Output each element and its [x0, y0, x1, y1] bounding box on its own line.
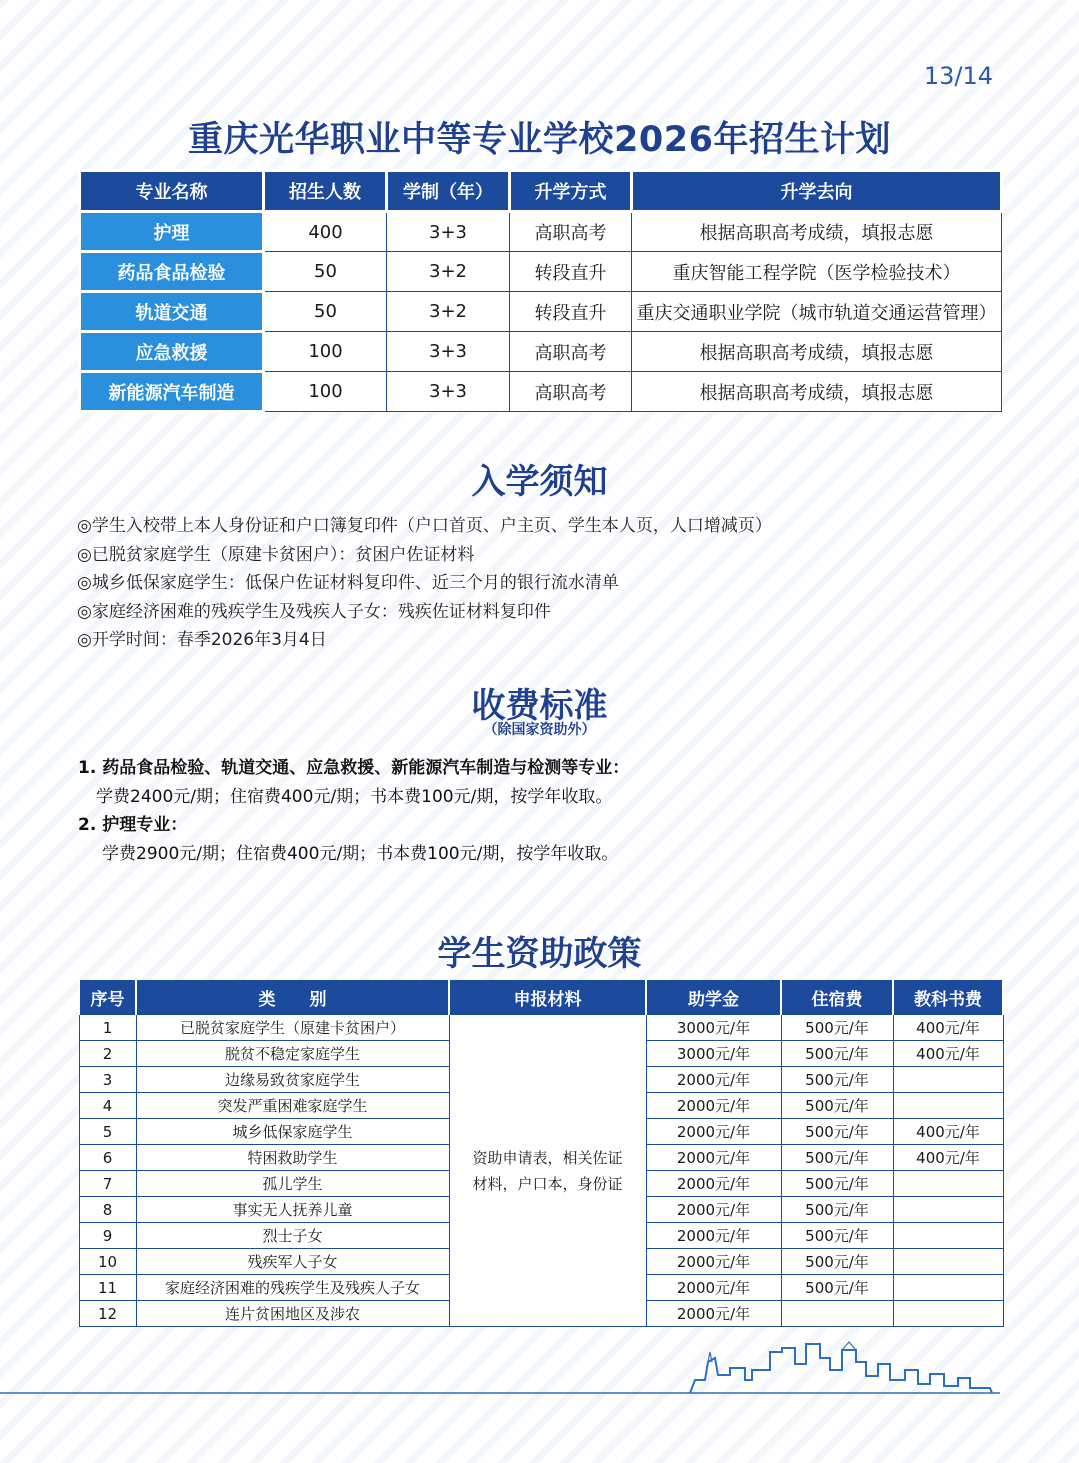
grant-cell: 2000元/年	[646, 1067, 781, 1093]
lodging-cell: 500元/年	[781, 1197, 893, 1223]
table-row	[80, 332, 1002, 372]
table-cell: 3+2	[387, 252, 510, 292]
table-cell: 转段直升	[510, 252, 632, 292]
table-row	[80, 372, 1002, 412]
category-cell: 突发严重困难家庭学生	[136, 1093, 449, 1119]
header-cell: 学制（年）	[387, 171, 510, 212]
row-index: 10	[79, 1249, 136, 1275]
lodging-cell: 500元/年	[781, 1067, 893, 1093]
page-title: 重庆光华职业中等专业学校2026年招生计划	[188, 120, 891, 160]
table-cell: 转段直升	[510, 292, 632, 332]
table-cell: 3+3	[387, 212, 510, 252]
table-cell: 50	[264, 252, 387, 292]
lodging-cell: 500元/年	[781, 1275, 893, 1301]
lodging-cell: 500元/年	[781, 1093, 893, 1119]
row-index: 2	[79, 1041, 136, 1067]
category-cell: 特困救助学生	[136, 1145, 449, 1171]
header-cell: 招生人数	[264, 171, 387, 212]
category-cell: 孤儿学生	[136, 1171, 449, 1197]
textbook-cell: 400元/年	[893, 1015, 1003, 1041]
fees-subheading: （除国家资助外）	[483, 722, 596, 738]
textbook-cell	[893, 1249, 1003, 1275]
table-cell: 3+3	[387, 372, 510, 412]
lodging-cell: 500元/年	[781, 1015, 893, 1041]
materials-line: 资助申请表，相关佐证	[472, 1148, 623, 1167]
table-cell: 重庆交通职业学院（城市轨道交通运营管理）	[632, 292, 1002, 332]
row-index: 1	[79, 1015, 136, 1041]
lodging-cell: 500元/年	[781, 1249, 893, 1275]
notice-heading: 入学须知	[471, 462, 608, 502]
aid-heading: 学生资助政策	[437, 934, 642, 974]
textbook-cell: 400元/年	[893, 1041, 1003, 1067]
textbook-cell	[893, 1301, 1003, 1327]
lodging-cell: 500元/年	[781, 1145, 893, 1171]
lodging-cell: 500元/年	[781, 1171, 893, 1197]
list-item: ◎城乡低保家庭学生：低保户佐证材料复印件、近三个月的银行流水清单	[77, 573, 619, 593]
fees-list	[78, 754, 629, 868]
table-cell: 高职高考	[510, 372, 632, 412]
major-name: 轨道交通	[80, 292, 264, 332]
textbook-cell	[893, 1093, 1003, 1119]
major-name: 药品食品检验	[80, 252, 264, 292]
header-cell: 升学方式	[510, 171, 632, 212]
category-cell: 事实无人抚养儿童	[136, 1197, 449, 1223]
grant-cell: 2000元/年	[646, 1275, 781, 1301]
major-name: 应急救援	[80, 332, 264, 372]
major-name: 新能源汽车制造	[80, 372, 264, 412]
fees-heading: 收费标准	[471, 686, 608, 726]
lodging-cell: 500元/年	[781, 1041, 893, 1067]
grant-cell: 2000元/年	[646, 1197, 781, 1223]
category-cell: 已脱贫家庭学生（原建卡贫困户）	[136, 1015, 449, 1041]
row-index: 4	[79, 1093, 136, 1119]
category-cell: 烈士子女	[136, 1223, 449, 1249]
category-cell: 家庭经济困难的残疾学生及残疾人子女	[136, 1275, 449, 1301]
fee-item-title: 1. 药品食品检验、轨道交通、应急救援、新能源汽车制造与检测等专业：	[78, 758, 630, 778]
category-cell: 边缘易致贫家庭学生	[136, 1067, 449, 1093]
page-number: 13/14	[923, 62, 993, 90]
header-cell: 类 别	[136, 980, 449, 1015]
row-index: 7	[79, 1171, 136, 1197]
row-index: 6	[79, 1145, 136, 1171]
header-cell: 住宿费	[781, 980, 893, 1015]
fee-item-title: 2. 护理专业：	[78, 815, 188, 835]
table-header-row	[79, 980, 1003, 1015]
grant-cell: 2000元/年	[646, 1249, 781, 1275]
table-row	[80, 212, 1002, 252]
row-index: 5	[79, 1119, 136, 1145]
textbook-cell: 400元/年	[893, 1145, 1003, 1171]
grant-cell: 2000元/年	[646, 1119, 781, 1145]
grant-cell: 2000元/年	[646, 1093, 781, 1119]
header-cell: 申报材料	[449, 980, 646, 1015]
table-row	[80, 252, 1002, 292]
grant-cell: 2000元/年	[646, 1145, 781, 1171]
table-cell: 根据高职高考成绩，填报志愿	[632, 332, 1002, 372]
grant-cell: 3000元/年	[646, 1015, 781, 1041]
textbook-cell: 400元/年	[893, 1119, 1003, 1145]
fee-item-text: 学费2400元/期；住宿费400元/期；书本费100元/期，按学年收取。	[96, 786, 613, 807]
table-cell: 50	[264, 292, 387, 332]
notice-list	[77, 512, 772, 655]
list-item: ◎家庭经济困难的残疾学生及残疾人子女：残疾佐证材料复印件	[77, 601, 551, 622]
table-cell: 根据高职高考成绩，填报志愿	[632, 372, 1002, 412]
textbook-cell	[893, 1223, 1003, 1249]
row-index: 8	[79, 1197, 136, 1223]
row-index: 12	[79, 1301, 136, 1327]
category-cell: 连片贫困地区及涉农	[136, 1301, 449, 1327]
list-item: ◎开学时间：春季2026年3月4日	[77, 630, 327, 650]
header-cell: 序号	[79, 980, 136, 1015]
table-row	[79, 1015, 1003, 1041]
category-cell: 城乡低保家庭学生	[136, 1119, 449, 1145]
grant-cell: 3000元/年	[646, 1041, 781, 1067]
table-cell: 400	[264, 212, 387, 252]
lodging-cell	[781, 1301, 893, 1327]
table-cell: 高职高考	[510, 212, 632, 252]
grant-cell: 2000元/年	[646, 1223, 781, 1249]
list-item: ◎学生入校带上本人身份证和户口簿复印件（户口首页、户主页、学生本人页，人口增减页）	[77, 516, 772, 536]
enrollment-plan-table	[78, 169, 1003, 413]
grant-cell: 2000元/年	[646, 1301, 781, 1327]
materials-line: 材料，户口本，身份证	[472, 1174, 623, 1193]
textbook-cell	[893, 1171, 1003, 1197]
category-cell: 脱贫不稳定家庭学生	[136, 1041, 449, 1067]
table-cell: 100	[264, 332, 387, 372]
row-index: 9	[79, 1223, 136, 1249]
table-cell: 重庆智能工程学院（医学检验技术）	[632, 252, 1002, 292]
table-row	[80, 292, 1002, 332]
table-cell: 根据高职高考成绩，填报志愿	[632, 212, 1002, 252]
table-header-row	[80, 171, 1002, 212]
lodging-cell: 500元/年	[781, 1223, 893, 1249]
header-cell: 专业名称	[80, 171, 264, 212]
row-index: 11	[79, 1275, 136, 1301]
header-cell: 教科书费	[893, 980, 1003, 1015]
textbook-cell	[893, 1275, 1003, 1301]
materials-cell	[449, 1015, 646, 1327]
table-cell: 3+3	[387, 332, 510, 372]
table-cell: 高职高考	[510, 332, 632, 372]
category-cell: 残疾军人子女	[136, 1249, 449, 1275]
list-item: ◎已脱贫家庭学生（原建卡贫困户）：贫困户佐证材料	[77, 544, 475, 565]
table-cell: 100	[264, 372, 387, 412]
table-cell: 3+2	[387, 292, 510, 332]
header-cell: 助学金	[646, 980, 781, 1015]
lodging-cell: 500元/年	[781, 1119, 893, 1145]
fee-item-text: 学费2900元/期；住宿费400元/期；书本费100元/期，按学年收取。	[102, 843, 619, 864]
major-name: 护理	[80, 212, 264, 252]
grant-cell: 2000元/年	[646, 1171, 781, 1197]
aid-policy-table	[78, 980, 1004, 1327]
header-cell: 升学去向	[632, 171, 1002, 212]
row-index: 3	[79, 1067, 136, 1093]
textbook-cell	[893, 1197, 1003, 1223]
textbook-cell	[893, 1067, 1003, 1093]
city-skyline-decoration	[0, 1340, 1079, 1400]
